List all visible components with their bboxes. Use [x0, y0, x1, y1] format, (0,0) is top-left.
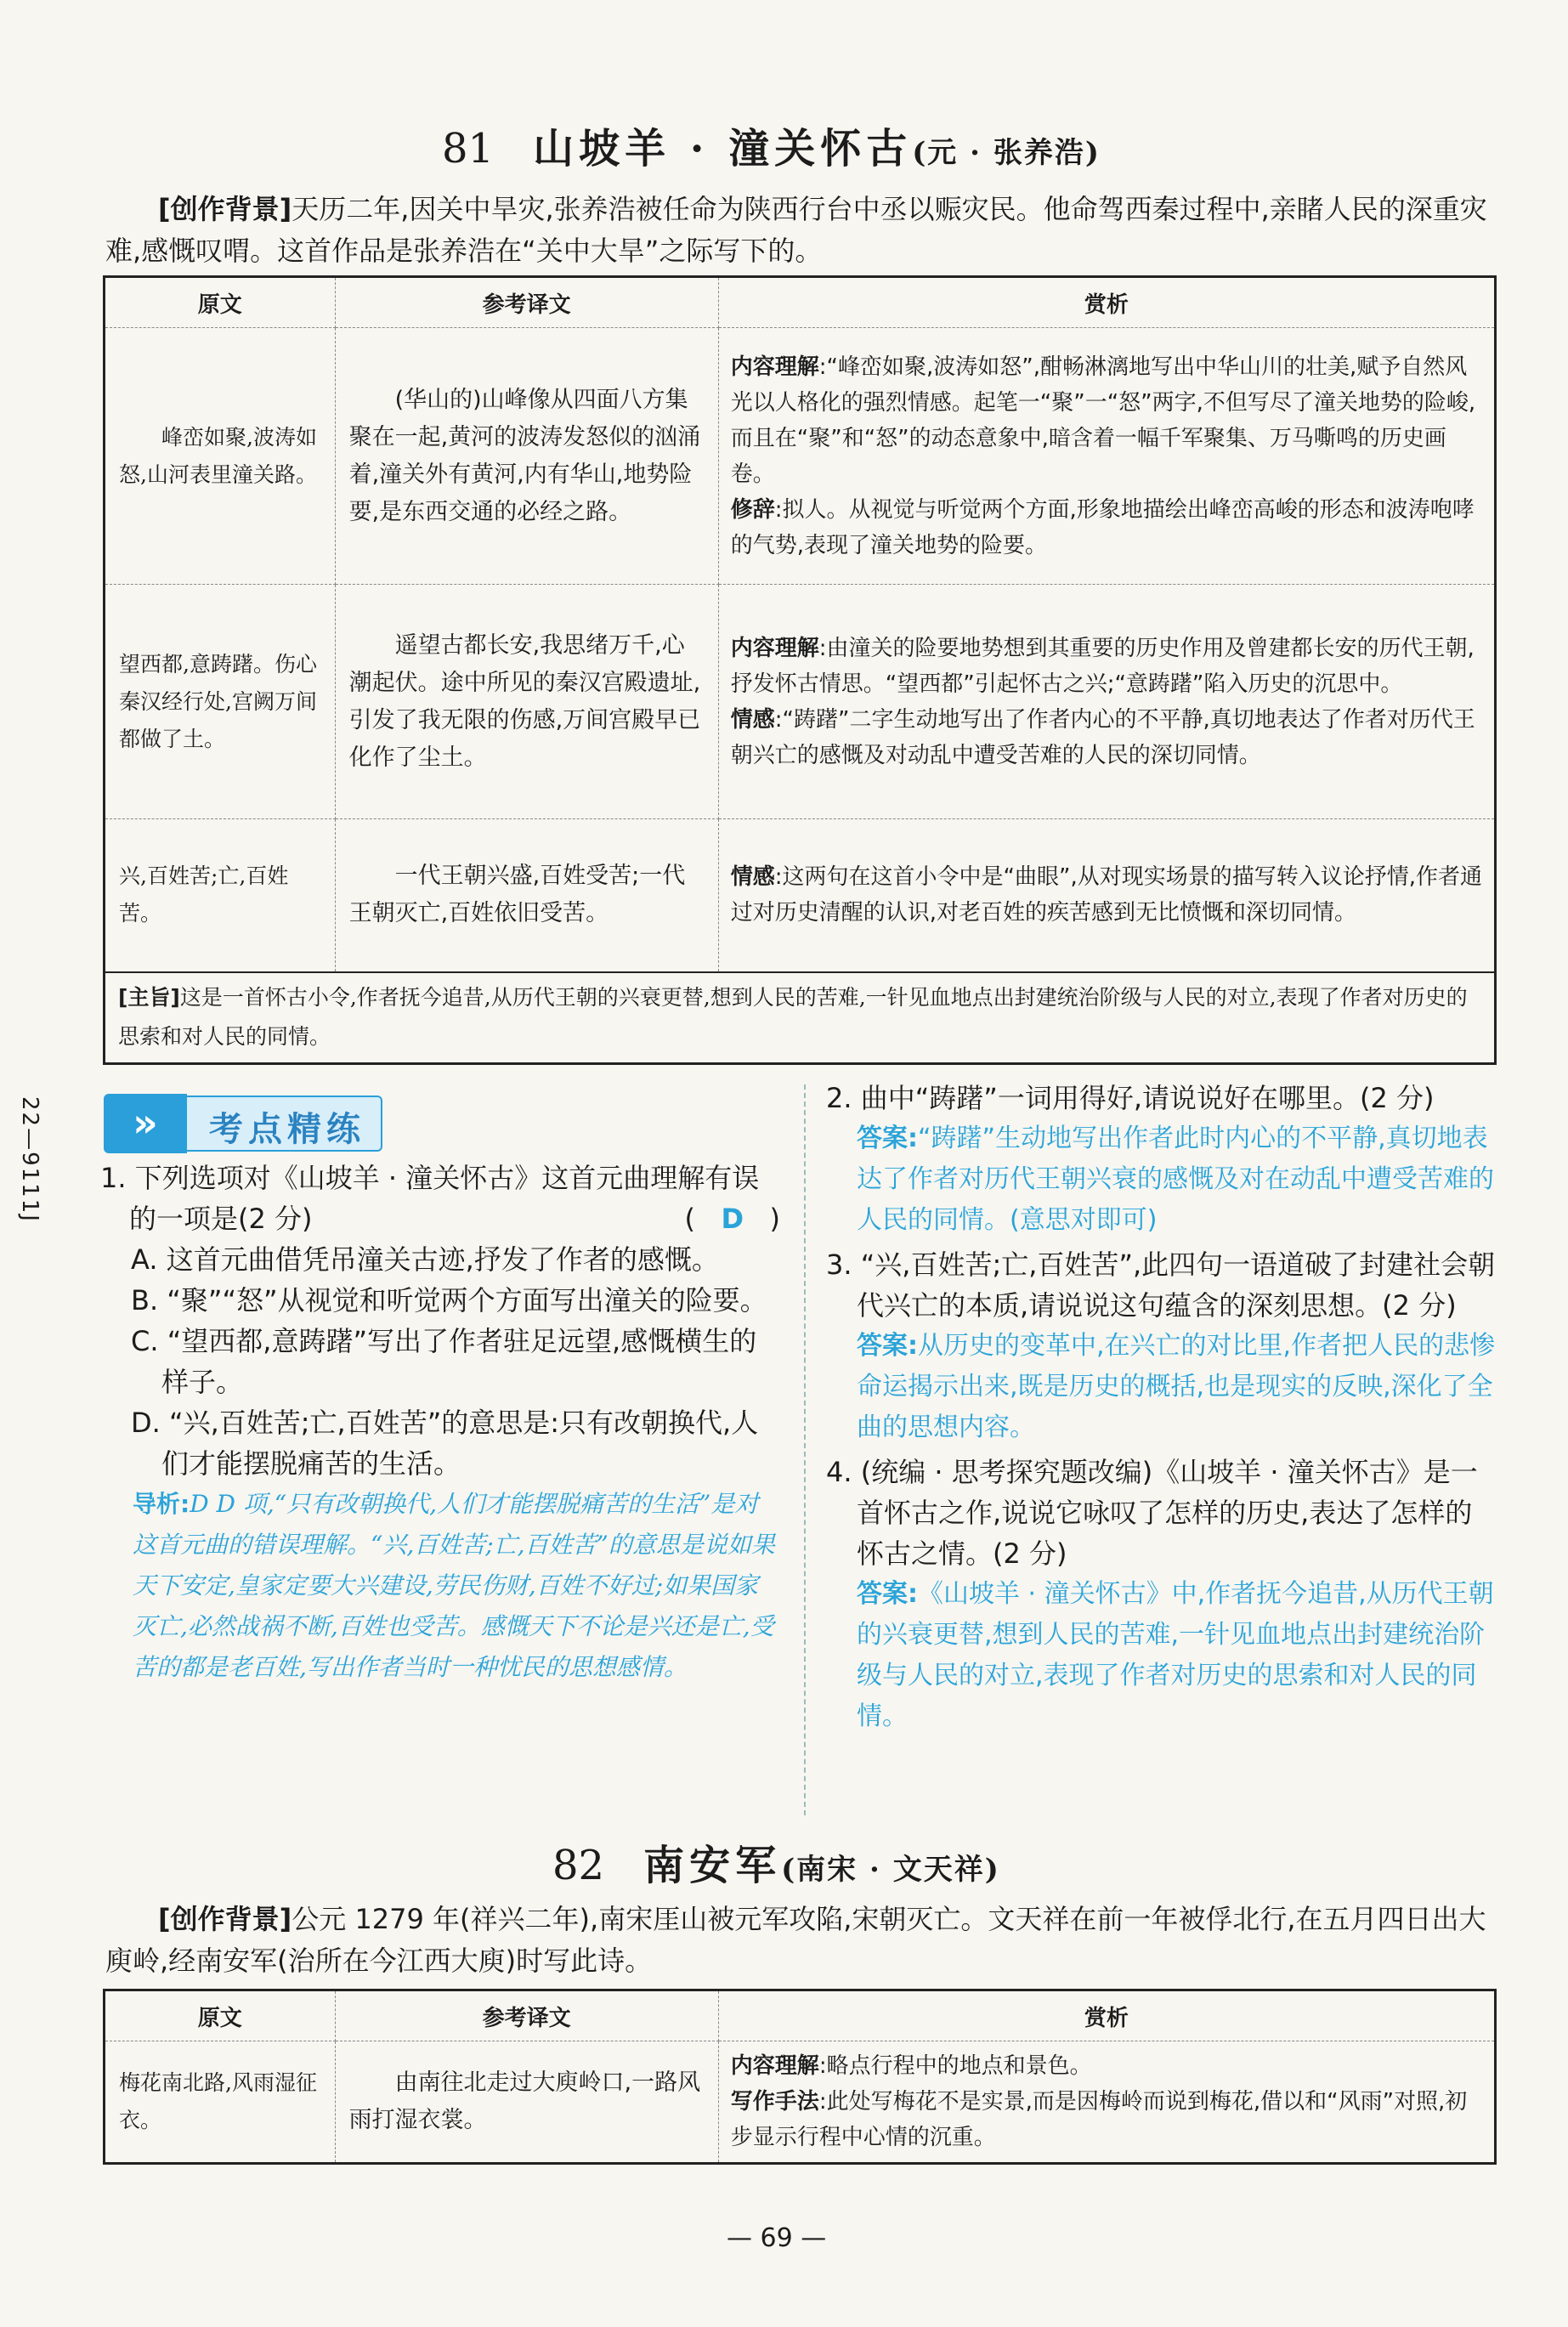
- col-header-analysis: 赏析: [718, 1990, 1495, 2041]
- poem82-background: [105, 1899, 1499, 1982]
- analysis-cell: 内容理解:“峰峦如聚,波涛如怒”,酣畅淋漓地写出中华山川的壮美,赋予自然风光以人格化的强烈情感。起笔一“聚”一“怒”两字,不但写尽了潼关地势的险峻,而且在“聚”和“怒”的动态意象中,暗含着一幅千军聚集、万马嘶鸣的历史画卷。 修辞:拟人。从视觉与听觉两个方面,形象地描绘出峰峦高峻的形态和波涛咆哮的气势,表现了潼关地势的险要。: [718, 328, 1495, 585]
- poem81-number: 81: [442, 125, 495, 173]
- option-b: B. “聚”“怒”从视觉和听觉两个方面写出潼关的险要。: [131, 1284, 767, 1316]
- page-number: — 69 —: [727, 2223, 827, 2253]
- original-cell: 望西都,意踌躇。伤心秦汉经行处,宫阙万间都做了土。: [105, 585, 336, 819]
- theme-text: [主旨]这是一首怀古小令,作者抚今追昔,从历代王朝的兴衰更替,想到人民的苦难,一针见血地点出封建统治阶级与人民的对立,表现了作者对历史的思索和对人民的同情。: [118, 985, 1468, 1050]
- col-header-translation: 参考译文: [335, 1990, 718, 2041]
- question-1: [100, 1158, 780, 1688]
- option-d: D. “兴,百姓苦;亡,百姓苦”的意思是:只有改朝换代,人们才能摆脱痛苦的生活。: [131, 1407, 759, 1480]
- background-text: 公元 1279 年(祥兴二年),南宋厓山被元军攻陷,宋朝灭亡。文天祥在前一年被俘北行,在五月四日出大庾岭,经南安军(治所在今江西大庾)时写此诗。: [105, 1903, 1486, 1977]
- theme-row: [105, 972, 1496, 1064]
- right-questions: [826, 1078, 1497, 1737]
- translation-cell: (华山的)山峰像从四面八方集聚在一起,黄河的波涛发怒似的汹涌着,潼关外有黄河,内有华山,地势险要,是东西交通的必经之路。: [335, 328, 718, 585]
- original-cell: 峰峦如聚,波涛如怒,山河表里潼关路。: [105, 328, 336, 585]
- column-divider: [804, 1084, 806, 1815]
- poem82-author: (南宋 · 文天祥): [781, 1853, 1000, 1887]
- background-text: 天历二年,因关中旱灾,张养浩被任命为陕西行台中丞以赈灾民。他命驾西秦过程中,亲睹人民的深重灾难,感慨叹喟。这首作品是张养浩在“关中大旱”之际写下的。: [105, 193, 1487, 267]
- q1-analysis: 导析:D D 项,“只有改朝换代,人们才能摆脱痛苦的生活”是对这首元曲的错误理解。“兴,百姓苦;亡,百姓苦”的意思是说如果天下安定,皇家定要大兴建设,劳民伤财,百姓不好过;如果国家灭亡,必然战祸不断,百姓也受苦。感慨天下不论是兴还是亡,受苦的都是老百姓,写出作者当时一种忧民的思想感情。: [133, 1490, 775, 1681]
- option-a: A. 这首元曲借凭吊潼关古迹,抒发了作者的感慨。: [131, 1243, 719, 1276]
- poem81-author: (元 · 张养浩): [912, 136, 1101, 170]
- poem81-title: [442, 116, 1101, 174]
- poem81-background: [105, 189, 1499, 272]
- original-cell: 梅花南北路,风雨湿征衣。: [105, 2041, 336, 2164]
- col-header-analysis: 赏析: [718, 277, 1495, 328]
- poem82-number: 82: [552, 1842, 605, 1889]
- analysis-cell: 内容理解:略点行程中的地点和景色。 写作手法:此处写梅花不是实景,而是因梅岭而说到梅花,借以和“风雨”对照,初步显示行程中心情的沉重。: [718, 2041, 1495, 2164]
- q1-stem: 1. 下列选项对《山坡羊 · 潼关怀古》这首元曲理解有误的一项是(2 分): [100, 1162, 760, 1235]
- table-row: [105, 819, 1496, 972]
- section-banner-text: 考点精练: [209, 1109, 365, 1149]
- table-row: [105, 585, 1496, 819]
- analysis-cell: 情感:这两句在这首小令中是“曲眼”,从对现实场景的描写转入议论抒情,作者通过对历史清醒的认识,对老百姓的疾苦感到无比愤慨和深切同情。: [718, 819, 1495, 972]
- poem82-table: [103, 1989, 1497, 2165]
- translation-cell: 遥望古都长安,我思绪万千,心潮起伏。途中所见的秦汉宫殿遗址,引发了我无限的伤感,万间宫殿早已化作了尘土。: [335, 585, 718, 819]
- original-cell: 兴,百姓苦;亡,百姓苦。: [105, 819, 336, 972]
- side-code: 22—9111J: [17, 1096, 42, 1223]
- double-chevron-icon: »: [104, 1094, 187, 1153]
- question-3: 3. “兴,百姓苦;亡,百姓苦”,此四句一语道破了封建社会朝代兴亡的本质,请说说这句蕴含的深刻思想。(2 分) 答案:从历史的变革中,在兴亡的对比里,作者把人民的悲惨命运揭示出来,既是历史的概括,也是现实的反映,深化了全曲的思想内容。: [826, 1248, 1496, 1442]
- col-header-original: 原文: [105, 1990, 336, 2041]
- background-label: [创作背景]: [158, 1903, 292, 1935]
- question-2: 2. 曲中“踌躇”一词用得好,请说说好在哪里。(2 分) 答案:“踌躇”生动地写出作者此时内心的不平静,真切地表达了作者对历代王朝兴衰的感慨及对在动乱中遭受苦难的人民的同情。(意思对即可): [826, 1082, 1494, 1235]
- q1-answer: D: [721, 1203, 744, 1235]
- col-header-original: 原文: [105, 277, 336, 328]
- translation-cell: 一代王朝兴盛,百姓受苦;一代王朝灭亡,百姓依旧受苦。: [335, 819, 718, 972]
- option-c: C. “望西都,意踌躇”写出了作者驻足远望,感慨横生的样子。: [131, 1325, 757, 1398]
- translation-cell: 由南往北走过大庾岭口,一路风雨打湿衣裳。: [335, 2041, 718, 2164]
- poem82-title-text: 南安军: [643, 1842, 782, 1889]
- background-label: [创作背景]: [158, 193, 292, 225]
- table-row: [105, 2041, 1496, 2164]
- col-header-translation: 参考译文: [335, 277, 718, 328]
- analysis-cell: 内容理解:由潼关的险要地势想到其重要的历史作用及曾建都长安的历代王朝,抒发怀古情思。“望西都”引起怀古之兴;“意踌躇”陷入历史的沉思中。 情感:“踌躇”二字生动地写出了作者内心的不平静,真切地表达了作者对历代王朝兴亡的感慨及对动乱中遭受苦难的人民的深切同情。: [718, 585, 1495, 819]
- section-banner: [105, 1096, 382, 1152]
- question-4: 4. (统编 · 思考探究题改编)《山坡羊 · 潼关怀古》是一首怀古之作,说说它咏叹了怎样的历史,表达了怎样的怀古之情。(2 分) 答案:《山坡羊 · 潼关怀古》中,作者抚今追昔,从历代王朝的兴衰更替,想到人民的苦难,一针见血地点出封建统治阶级与人民的对立,表现了作者对历史的思索和对人民的同情。: [826, 1456, 1494, 1731]
- poem81-title-text: 山坡羊 · 潼关怀古: [533, 125, 913, 173]
- q1-answer-bracket: ( D ): [684, 1203, 780, 1235]
- table-row: [105, 328, 1496, 585]
- poem82-title: [552, 1832, 1000, 1891]
- poem81-table: [103, 275, 1497, 1065]
